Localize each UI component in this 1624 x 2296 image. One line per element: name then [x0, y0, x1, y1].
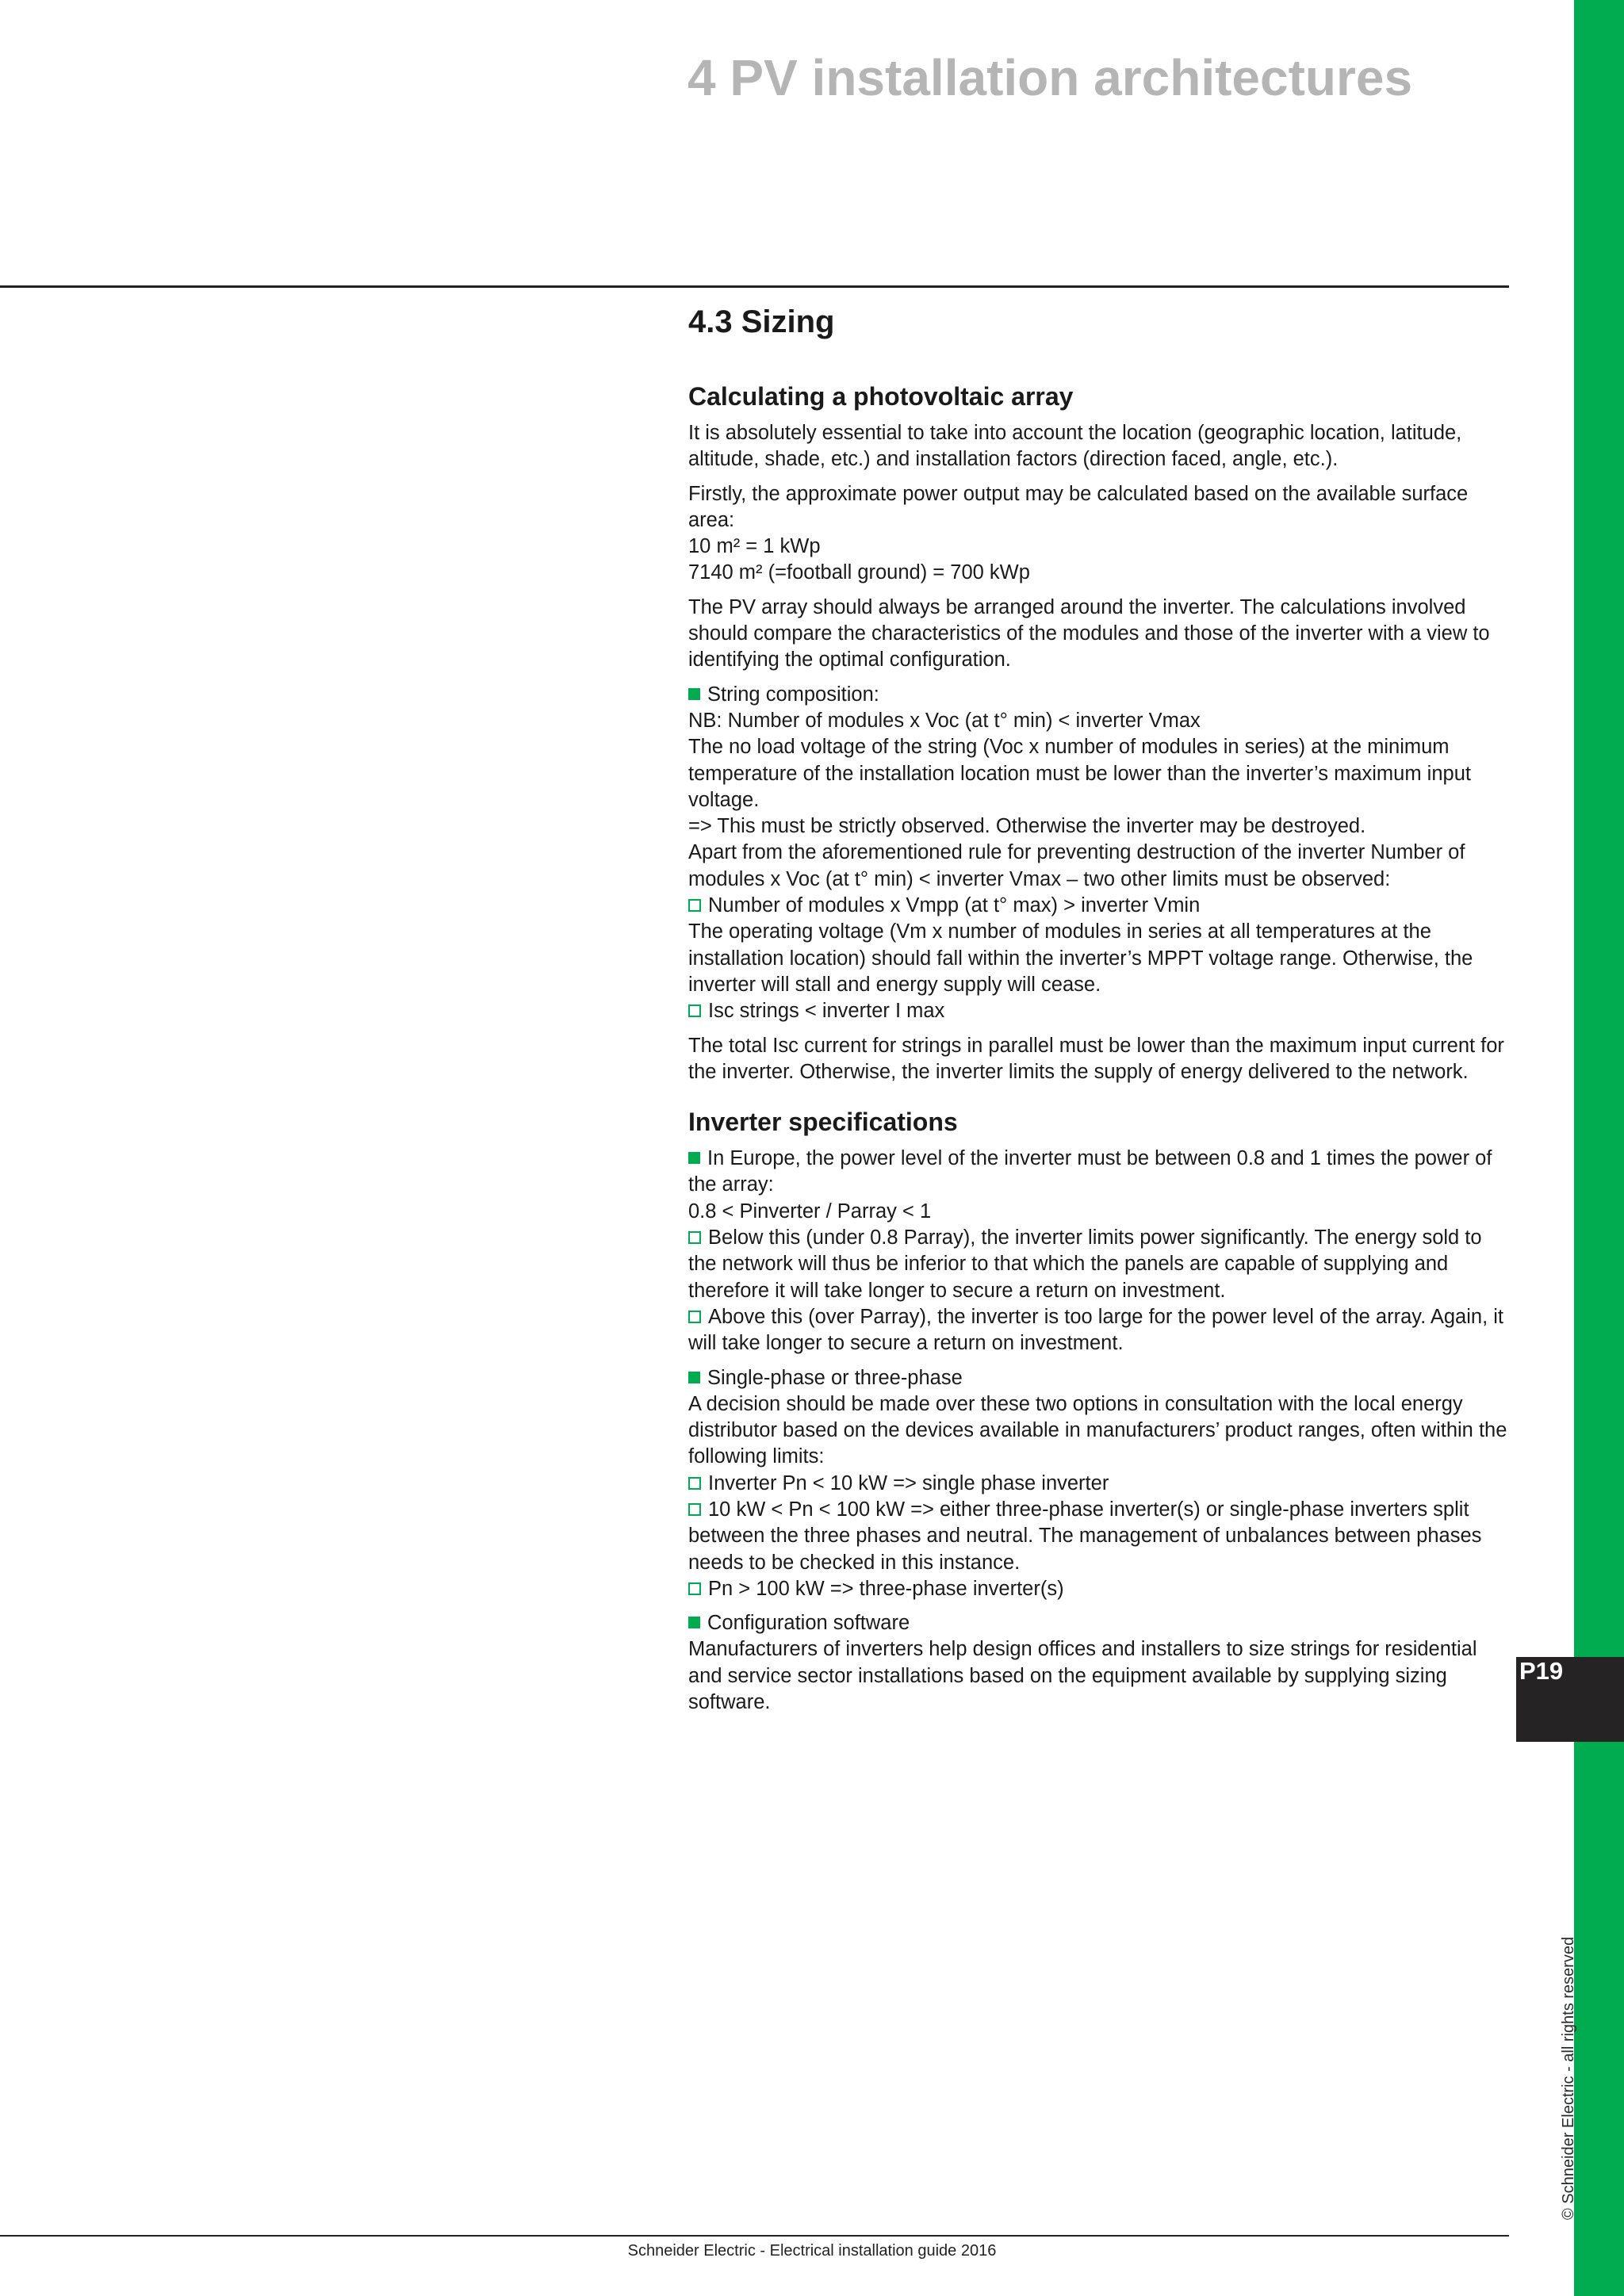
text-line: NB: Number of modules x Voc (at t° min) < inverter Vmax — [688, 709, 1201, 732]
open-square-bullet-icon — [688, 899, 701, 912]
open-square-bullet-icon — [688, 1004, 701, 1017]
filled-square-bullet-icon — [688, 1372, 700, 1383]
sub-bullet-item — [688, 1497, 1509, 1576]
bullet-text: Pn > 100 kW => three-phase inverter(s) — [708, 1577, 1064, 1600]
paragraph-array-arrangement: The PV array should always be arranged around the inverter. The calculations involved should compare the characteristics of the modules and those of the inverter with a view to identifying the optimal configuration. — [688, 595, 1490, 672]
bullet-item — [688, 1146, 1509, 1199]
open-square-bullet-icon — [688, 1503, 701, 1516]
bullet-item — [688, 682, 1509, 708]
sub-bullet-item — [688, 998, 1509, 1024]
open-square-bullet-icon — [688, 1477, 701, 1490]
text-line: 10 m² = 1 kWp — [688, 535, 821, 558]
paragraph-location: It is absolutely essential to take into account the location (geographic location, latitude, altitude, shade, etc.) and installation factors (direction faced, angle, etc.). — [688, 422, 1462, 471]
filled-square-bullet-icon — [688, 1152, 700, 1164]
paragraph-phase-choice — [688, 1365, 1509, 1603]
chapter-title: 4 PV installation architectures — [688, 49, 1413, 106]
bullet-text: Inverter Pn < 10 kW => single phase inverter — [708, 1471, 1109, 1494]
bullet-text: Below this (under 0.8 Parray), the inverter limits power significantly. The energy sold to the network will thus be inferior to that which the panels are capable of supplying and therefore it will take longer to secure a return on investment. — [688, 1226, 1482, 1302]
bullet-text: In Europe, the power level of the inverter must be between 0.8 and 1 times the power of the array: — [688, 1147, 1492, 1196]
text-line: Manufacturers of inverters help design offices and installers to size strings for residential and service sector installations based on the equipment available by supplying sizing software. — [688, 1638, 1477, 1714]
sub-bullet-item — [688, 1576, 1509, 1602]
bullet-text: String composition: — [707, 683, 879, 706]
text-line: The no load voltage of the string (Voc x number of modules in series) at the minimum temperature of the installation location must be lower than the inverter’s maximum input voltage. — [688, 736, 1471, 811]
bullet-text: Above this (over Parray), the inverter is too large for the power level of the array. Again, it will take longer to secure a return on investment. — [688, 1305, 1504, 1355]
filled-square-bullet-icon — [688, 688, 700, 700]
section-title: 4.3 Sizing — [688, 304, 835, 339]
text-line: 0.8 < Pinverter / Parray < 1 — [688, 1200, 932, 1223]
paragraph-isc-current: The total Isc current for strings in parallel must be lower than the maximum input current for the inverter. Otherwise, the inverter limits the supply of energy delivered to the network. — [688, 1034, 1504, 1083]
green-side-bar — [1574, 0, 1624, 2296]
open-square-bullet-icon — [688, 1231, 701, 1244]
subsection-title-pv-array: Calculating a photovoltaic array — [688, 382, 1074, 411]
text-line: The operating voltage (Vm x number of modules in series at all temperatures at the installation location) should fall within the inverter’s MPPT voltage range. Otherwise, the inverter will stall and energy supply will cease. — [688, 920, 1473, 996]
bullet-item — [688, 1365, 1509, 1391]
filled-square-bullet-icon — [688, 1617, 700, 1628]
paragraph-power-output — [688, 481, 1509, 587]
paragraph-power-level — [688, 1146, 1509, 1357]
text-line: => This must be strictly observed. Otherwise the inverter may be destroyed. — [688, 815, 1366, 838]
page-footer: Schneider Electric - Electrical installation guide 2016 — [627, 2242, 997, 2260]
bullet-text: Number of modules x Vmpp (at t° max) > inverter Vmin — [708, 894, 1201, 917]
copyright-notice: © Schneider Electric - all rights reserved — [1560, 1936, 1577, 2220]
paragraph-string-composition — [688, 682, 1509, 1025]
open-square-bullet-icon — [688, 1582, 701, 1595]
page-number-tab — [1516, 1657, 1624, 1742]
sub-bullet-item — [688, 1304, 1509, 1357]
sub-bullet-item — [688, 893, 1509, 919]
page-number: P19 — [1519, 1657, 1564, 1685]
text-line: Apart from the aforementioned rule for preventing destruction of the inverter Number of modules x Voc (at t° min) < inverter Vmax – two other limits must be observed: — [688, 841, 1465, 890]
bullet-item — [688, 1610, 1509, 1636]
bullet-text: Isc strings < inverter I max — [708, 1000, 945, 1023]
subsection-title-inverter: Inverter specifications — [688, 1108, 958, 1137]
footer-rule — [0, 2235, 1509, 2237]
open-square-bullet-icon — [688, 1311, 701, 1323]
bullet-text: 10 kW < Pn < 100 kW => either three-phase inverter(s) or single-phase inverters split between the three phases and neutral. The management of unbalances between phases needs to be checked in this instance. — [688, 1498, 1482, 1574]
sub-bullet-item — [688, 1471, 1509, 1497]
bullet-text: Configuration software — [707, 1612, 910, 1635]
sub-bullet-item — [688, 1225, 1509, 1304]
paragraph-configuration-software — [688, 1610, 1509, 1716]
text-line: A decision should be made over these two options in consultation with the local energy distributor based on the devices available in manufacturers’ product ranges, often within the following limits: — [688, 1392, 1507, 1468]
text-line: Firstly, the approximate power output may be calculated based on the available surface area: — [688, 482, 1469, 531]
text-line: 7140 m² (=football ground) = 700 kWp — [688, 561, 1030, 584]
bullet-text: Single-phase or three-phase — [707, 1366, 963, 1389]
main-content — [688, 300, 1509, 1724]
header-rule — [0, 285, 1509, 288]
